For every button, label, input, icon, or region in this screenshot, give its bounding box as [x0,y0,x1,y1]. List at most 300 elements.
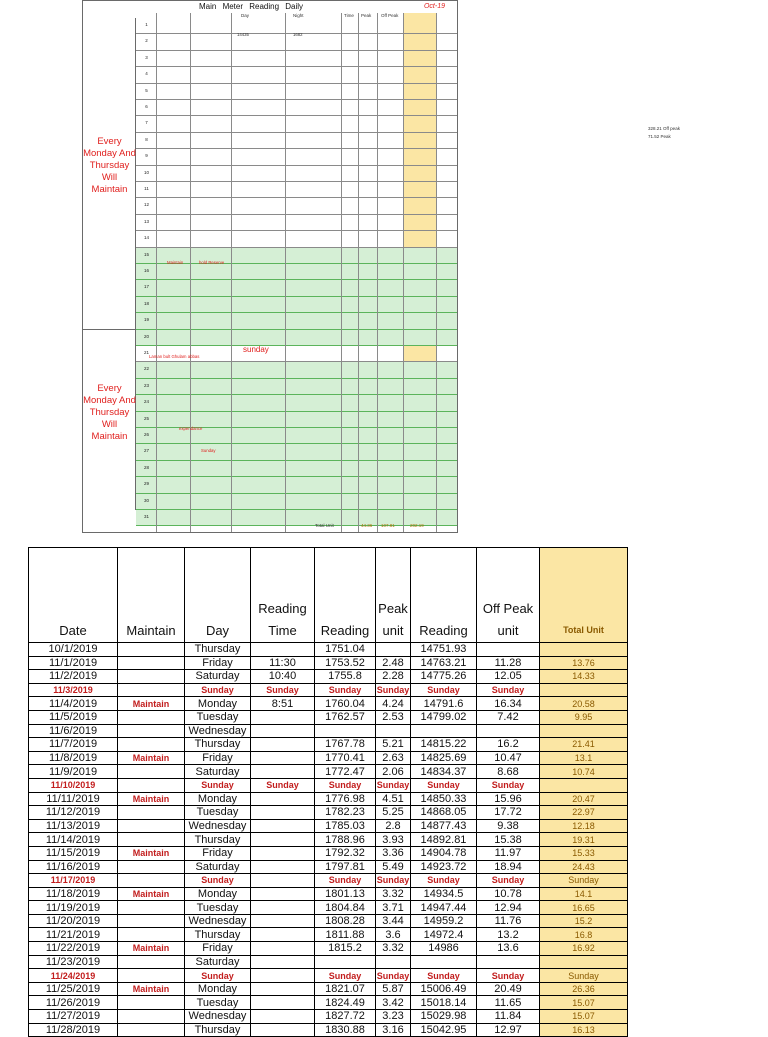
cell-reading-2: 14904.78 [411,846,477,860]
cell-reading-2: 14763.21 [411,656,477,670]
sheet-row [136,461,457,477]
sheet-hold-label: hold Reserve [199,260,225,265]
cell-total-unit: 15.33 [540,846,628,860]
cell-total-unit: 16.65 [540,901,628,915]
cell-maintain [118,806,185,820]
cell-reading-time [251,751,315,765]
table-row [29,751,628,765]
cell-peak-unit: 2.06 [376,765,411,779]
cell-day: Monday [185,792,251,806]
table-row [29,914,628,928]
cell-total-unit: 16.13 [540,1023,628,1037]
sheet-col-day: Day [241,13,250,18]
cell-off-peak-unit: 16.34 [477,697,540,711]
cell-total-unit: 26.36 [540,982,628,996]
meter-sheet-thumbnail [82,0,458,533]
cell-day: Thursday [185,643,251,657]
cell-reading: 1782.23 [315,806,376,820]
cell-reading-2: 14791.6 [411,697,477,711]
cell-reading-2: 14986 [411,942,477,956]
cell-date: 11/25/2019 [29,982,118,996]
cell-off-peak-unit: 11.76 [477,914,540,928]
cell-off-peak-unit: 11.97 [477,846,540,860]
cell-day: Sunday [185,778,251,792]
cell-day: Thursday [185,1023,251,1037]
cell-reading-2: Sunday [411,874,477,888]
cell-peak-unit: 2.8 [376,819,411,833]
cell-date: 11/12/2019 [29,806,118,820]
cell-day: Wednesday [185,819,251,833]
table-row [29,942,628,956]
cell-peak-unit: 3.44 [376,914,411,928]
cell-peak-unit: 2.63 [376,751,411,765]
sheet-maintain-label: Maintain [167,260,184,265]
cell-day: Sunday [185,683,251,697]
cell-off-peak-unit: 7.42 [477,710,540,724]
cell-reading-time [251,710,315,724]
table-row [29,860,628,874]
cell-reading-2 [411,724,477,738]
cell-date: 11/19/2019 [29,901,118,915]
sheet-row-number: 28 [143,464,149,470]
cell-reading: Sunday [315,969,376,983]
sheet-total-unit: 202.19 [410,523,424,528]
cell-reading-2: 14775.26 [411,670,477,684]
cell-maintain [118,819,185,833]
cell-day: Sunday [185,969,251,983]
cell-maintain [118,874,185,888]
header-maintain: Maintain [118,548,185,643]
sheet-row-number: 1 [145,22,148,27]
cell-day: Tuesday [185,806,251,820]
cell-reading-time [251,955,315,969]
cell-total-unit: 16.92 [540,942,628,956]
cell-reading-time [251,643,315,657]
cell-reading: Sunday [315,683,376,697]
table-header-row [29,548,628,643]
cell-off-peak-unit [477,955,540,969]
meter-reading-table [28,547,628,1037]
cell-off-peak-unit [477,643,540,657]
cell-day: Thursday [185,833,251,847]
table-row [29,710,628,724]
cell-total-unit: 14.1 [540,887,628,901]
cell-maintain [118,683,185,697]
sheet-note-top: Every Monday And Thursday Will Maintain [83,136,136,195]
sheet-row-number: 20 [143,333,149,339]
cell-reading-time [251,819,315,833]
cell-reading-2: Sunday [411,969,477,983]
cell-total-unit: 20.58 [540,697,628,711]
cell-reading: 1801.13 [315,887,376,901]
sheet-row [136,510,457,526]
cell-total-unit: Sunday [540,969,628,983]
cell-peak-unit: 3.16 [376,1023,411,1037]
cell-date: 11/21/2019 [29,928,118,942]
sheet-row [136,166,457,182]
cell-date: 11/5/2019 [29,710,118,724]
cell-reading: 1762.57 [315,710,376,724]
cell-reading-2: 14868.05 [411,806,477,820]
sheet-total-peak: 44.36 [361,523,373,528]
cell-reading-time [251,914,315,928]
cell-date: 11/1/2019 [29,656,118,670]
cell-total-unit: 12.18 [540,819,628,833]
cell-reading-2: 15006.49 [411,982,477,996]
cell-off-peak-unit: Sunday [477,683,540,697]
cell-reading: 1824.49 [315,996,376,1010]
header-reading-time: Reading Time [251,548,315,643]
cell-reading: 1827.72 [315,1010,376,1024]
cell-day: Wednesday [185,724,251,738]
cell-maintain: Maintain [118,697,185,711]
sheet-row-number: 9 [145,153,148,159]
cell-total-unit [540,643,628,657]
cell-reading-time [251,724,315,738]
cell-reading: 1767.78 [315,738,376,752]
sheet-row [136,330,457,346]
cell-date: 11/27/2019 [29,1010,118,1024]
cell-date: 11/3/2019 [29,683,118,697]
sheet-row [136,494,457,510]
cell-off-peak-unit: 13.2 [477,928,540,942]
cell-reading-time [251,860,315,874]
cell-day: Monday [185,982,251,996]
cell-reading-2: 14892.81 [411,833,477,847]
table-body [29,643,628,1037]
table-row [29,833,628,847]
sheet-row [136,280,457,296]
cell-day: Saturday [185,670,251,684]
cell-maintain [118,643,185,657]
cell-reading-time [251,874,315,888]
cell-maintain: Maintain [118,942,185,956]
cell-reading: 1751.04 [315,643,376,657]
cell-off-peak-unit: 11.65 [477,996,540,1010]
table-row [29,928,628,942]
table-row [29,1010,628,1024]
cell-maintain [118,969,185,983]
sheet-first-night: 1682 [293,32,303,37]
sheet-note-bottom: Every Monday And Thursday Will Maintain [83,383,136,442]
cell-reading-time [251,1010,315,1024]
cell-peak-unit: 3.23 [376,1010,411,1024]
cell-off-peak-unit: 11.28 [477,656,540,670]
cell-reading-2: 14934.5 [411,887,477,901]
cell-maintain [118,1023,185,1037]
cell-reading: 1776.98 [315,792,376,806]
cell-total-unit: 16.8 [540,928,628,942]
cell-day: Thursday [185,738,251,752]
table-row [29,887,628,901]
header-off-peak-unit: Off Peak unit [477,548,540,643]
cell-peak-unit: 2.28 [376,670,411,684]
cell-reading: 1808.28 [315,914,376,928]
sheet-row [136,149,457,165]
sheet-row-number: 11 [144,186,149,191]
sheet-row [136,215,457,231]
sheet-col-offpeak: Off Peak [381,13,399,18]
cell-reading-2: 14825.69 [411,751,477,765]
cell-total-unit: 10.74 [540,765,628,779]
cell-peak-unit: 3.42 [376,996,411,1010]
cell-date: 11/11/2019 [29,792,118,806]
cell-maintain: Maintain [118,792,185,806]
cell-off-peak-unit: 15.38 [477,833,540,847]
cell-total-unit: 9.95 [540,710,628,724]
sheet-row-number: 22 [143,366,149,372]
cell-reading-time [251,806,315,820]
cell-off-peak-unit: Sunday [477,969,540,983]
cell-reading-time: 10:40 [251,670,315,684]
table-row [29,792,628,806]
cell-reading-time [251,833,315,847]
cell-maintain [118,710,185,724]
cell-maintain [118,656,185,670]
table-row [29,670,628,684]
side-note-peak: 71.52 Peak [648,134,671,139]
sheet-row-number: 6 [145,104,148,109]
sheet-sunday-heading: sunday [243,345,269,354]
cell-maintain [118,724,185,738]
cell-date: 11/13/2019 [29,819,118,833]
cell-reading [315,955,376,969]
cell-maintain: Maintain [118,982,185,996]
cell-date: 11/16/2019 [29,860,118,874]
cell-total-unit: 15.07 [540,996,628,1010]
cell-peak-unit [376,724,411,738]
cell-off-peak-unit: 8.68 [477,765,540,779]
sheet-col-time: Time [344,13,354,18]
sheet-row [136,444,457,460]
cell-date: 11/20/2019 [29,914,118,928]
cell-total-unit [540,778,628,792]
cell-peak-unit: 3.32 [376,942,411,956]
cell-reading-time [251,996,315,1010]
cell-date: 11/2/2019 [29,670,118,684]
cell-reading-time [251,846,315,860]
sheet-row-number: 31 [143,514,149,519]
cell-reading: Sunday [315,778,376,792]
cell-reading: 1815.2 [315,942,376,956]
cell-maintain [118,955,185,969]
cell-date: 11/28/2019 [29,1023,118,1037]
sheet-row-number: 27 [143,448,149,454]
cell-reading: 1797.81 [315,860,376,874]
table-row [29,1023,628,1037]
cell-total-unit: Sunday [540,874,628,888]
cell-reading-time [251,887,315,901]
sheet-row-number: 17 [143,284,149,290]
sheet-row-number: 14 [143,235,149,241]
cell-peak-unit: 3.71 [376,901,411,915]
sheet-row [136,395,457,411]
cell-maintain: Maintain [118,846,185,860]
header-reading: Reading [315,548,376,643]
cell-maintain [118,738,185,752]
cell-peak-unit: Sunday [376,685,410,696]
sheet-row-number: 4 [145,71,148,77]
cell-off-peak-unit: 10.78 [477,887,540,901]
cell-reading [315,724,376,738]
sheet-row-number: 26 [143,432,149,437]
cell-peak-unit: 4.51 [376,792,411,806]
sheet-row-number: 19 [143,317,149,323]
table-row [29,846,628,860]
cell-date: 11/6/2019 [29,724,118,738]
sheet-row [136,248,457,264]
cell-reading: 1772.47 [315,765,376,779]
cell-reading-2 [411,955,477,969]
cell-reading-2: 14877.43 [411,819,477,833]
table-row [29,874,628,888]
cell-reading: 1785.03 [315,819,376,833]
cell-reading-time [251,969,315,983]
cell-reading-2: 14972.4 [411,928,477,942]
cell-day: Monday [185,697,251,711]
cell-total-unit: 20.47 [540,792,628,806]
cell-total-unit: 13.1 [540,751,628,765]
header-peak-unit: Peak unit [376,548,411,643]
table-row [29,643,628,657]
sheet-row-number: 8 [145,136,148,142]
cell-maintain [118,914,185,928]
cell-off-peak-unit: 13.6 [477,942,540,956]
sheet-row-number: 21 [143,350,149,355]
sheet-col-peak: Peak [361,13,372,18]
sheet-row [136,198,457,214]
cell-date: 11/7/2019 [29,738,118,752]
cell-reading-2: 15042.95 [411,1023,477,1037]
cell-off-peak-unit: 12.05 [477,670,540,684]
cell-date: 11/15/2019 [29,846,118,860]
sheet-row [136,313,457,329]
cell-reading-2: 15029.98 [411,1010,477,1024]
sheet-expense-label: expendance [179,426,203,431]
sheet-row [136,477,457,493]
cell-total-unit [540,955,628,969]
cell-off-peak-unit: 12.97 [477,1023,540,1037]
cell-peak-unit: 3.6 [376,928,411,942]
cell-peak-unit: 5.49 [376,860,411,874]
sheet-names-label: Laman bult Ghulam abbas [149,354,200,359]
cell-reading: 1821.07 [315,982,376,996]
cell-maintain [118,860,185,874]
cell-peak-unit [376,643,411,657]
cell-maintain [118,778,185,792]
sheet-row-number: 18 [143,300,149,306]
sheet-first-day: 14435 [237,32,249,37]
cell-off-peak-unit: 12.94 [477,901,540,915]
table-row [29,806,628,820]
table-row [29,778,628,792]
table-row [29,656,628,670]
sheet-row-number: 30 [143,497,149,503]
cell-reading-time [251,738,315,752]
cell-day: Thursday [185,928,251,942]
cell-maintain [118,1010,185,1024]
cell-day: Sunday [185,874,251,888]
sheet-row [136,231,457,247]
cell-day: Friday [185,656,251,670]
cell-peak-unit: 2.53 [376,710,411,724]
cell-reading: 1770.41 [315,751,376,765]
sheet-col-night: Night [293,13,304,18]
cell-off-peak-unit: 9.38 [477,819,540,833]
cell-reading-time [251,1023,315,1037]
cell-reading-2: 14947.44 [411,901,477,915]
sheet-row [136,133,457,149]
cell-off-peak-unit: 11.84 [477,1010,540,1024]
cell-reading-2: Sunday [411,778,477,792]
sheet-row [136,67,457,83]
sheet-row-number: 2 [145,38,148,44]
cell-total-unit: 22.97 [540,806,628,820]
cell-off-peak-unit: 15.96 [477,792,540,806]
cell-peak-unit: 2.48 [376,656,411,670]
sheet-row-number: 25 [143,415,149,421]
cell-maintain [118,901,185,915]
sheet-row [136,84,457,100]
sheet-row-number: 16 [143,268,149,273]
cell-date: 11/4/2019 [29,697,118,711]
header-total-unit: Total Unit [540,548,628,643]
cell-total-unit: 21.41 [540,738,628,752]
cell-date: 10/1/2019 [29,643,118,657]
sheet-title: Main Meter Reading Daily [199,2,304,11]
table-row [29,724,628,738]
cell-reading-time: Sunday [251,778,315,792]
cell-reading-time [251,942,315,956]
cell-reading-2: 14799.02 [411,710,477,724]
table-row [29,697,628,711]
sheet-row-number: 15 [143,251,149,257]
cell-total-unit: 15.07 [540,1010,628,1024]
cell-off-peak-unit: 17.72 [477,806,540,820]
cell-day: Saturday [185,860,251,874]
cell-peak-unit: 5.87 [376,982,411,996]
sheet-row-number: 29 [143,481,149,487]
cell-day: Tuesday [185,901,251,915]
cell-maintain [118,765,185,779]
cell-peak-unit: 5.25 [376,806,411,820]
sheet-row [136,116,457,132]
cell-peak-unit: Sunday [376,875,410,886]
cell-off-peak-unit: 20.49 [477,982,540,996]
cell-off-peak-unit: Sunday [477,778,540,792]
cell-reading-2: Sunday [411,683,477,697]
cell-reading-time: 11:30 [251,656,315,670]
cell-maintain [118,670,185,684]
cell-reading-2: 15018.14 [411,996,477,1010]
cell-date: 11/17/2019 [29,874,118,888]
cell-day: Friday [185,751,251,765]
cell-date: 11/24/2019 [29,969,118,983]
cell-maintain: Maintain [118,887,185,901]
cell-reading-time: Sunday [251,683,315,697]
cell-total-unit: 24.43 [540,860,628,874]
cell-reading-2: 14834.37 [411,765,477,779]
cell-total-unit: 15.2 [540,914,628,928]
cell-reading-2: 14815.22 [411,738,477,752]
cell-total-unit [540,683,628,697]
cell-date: 11/9/2019 [29,765,118,779]
cell-date: 11/14/2019 [29,833,118,847]
cell-date: 11/8/2019 [29,751,118,765]
cell-peak-unit: Sunday [376,780,410,791]
cell-peak-unit: 5.21 [376,738,411,752]
table-row [29,969,628,983]
